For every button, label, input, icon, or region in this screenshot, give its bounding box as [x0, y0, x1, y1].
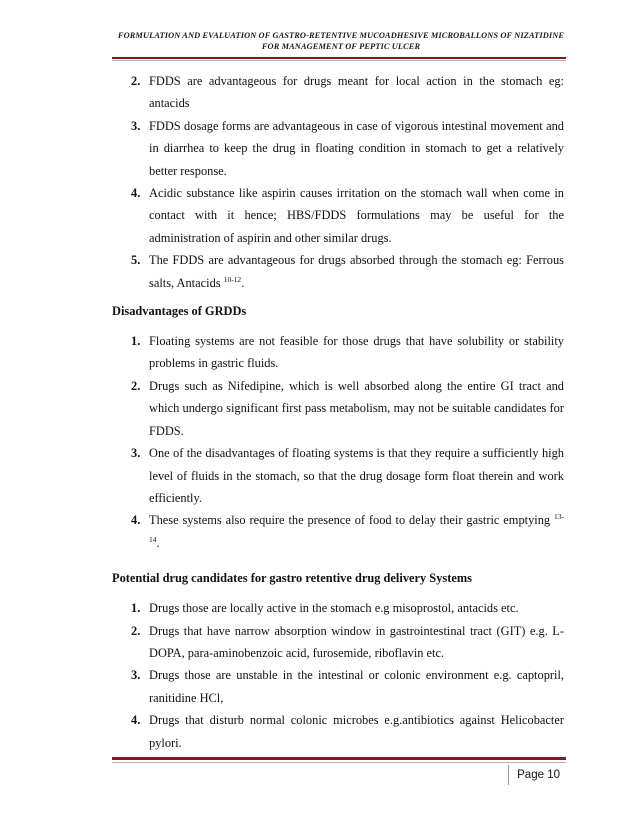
- item-number: 3.: [131, 118, 141, 133]
- page-body: [112, 70, 564, 754]
- disadvantages-list: [112, 330, 564, 554]
- item-number: 4.: [131, 513, 141, 528]
- item-text: FDDS are advantageous for drugs meant for local action in the stomach eg: antacids: [149, 74, 564, 111]
- item-text: Drugs that disturb normal colonic microbes e.g.antibiotics against Helicobacter pylori.: [149, 713, 564, 750]
- candidates-list: [112, 597, 564, 754]
- list-item: [112, 115, 564, 182]
- item-number: 3.: [131, 446, 141, 461]
- header-line-1: FORMULATION AND EVALUATION OF GASTRO-RETENTIVE MUCOADHESIVE MICROBALLONS OF NIZATIDINE: [117, 31, 565, 40]
- list-item: [112, 442, 564, 509]
- citation-superscript: 10-12: [223, 274, 242, 284]
- item-text: FDDS dosage forms are advantageous in case of vigorous intestinal movement and in diarrhea to keep the drug in floating condition in stomach to get a relatively better response.: [149, 118, 564, 178]
- list-item: [112, 70, 564, 115]
- item-number: 1.: [131, 601, 141, 616]
- item-text: Floating systems are not feasible for those drugs that have solubility or stability problems in gastric fluids.: [149, 334, 564, 371]
- item-number: 5.: [131, 253, 141, 268]
- list-item: [112, 330, 564, 375]
- running-header: [84, 30, 598, 52]
- item-number: 4.: [131, 186, 141, 201]
- item-number: 3.: [131, 668, 141, 683]
- list-item: [112, 509, 564, 554]
- list-item: [112, 375, 564, 442]
- item-number: 4.: [131, 713, 141, 728]
- list-item: [112, 620, 564, 665]
- header-line-2: FOR MANAGEMENT OF PEPTIC ULCER: [261, 42, 421, 51]
- item-text: These systems also require the presence of food to delay their gastric emptying: [149, 513, 554, 528]
- item-text: Drugs that have narrow absorption window in gastrointestinal tract (GIT) e.g. L-DOPA, para-aminobenzoic acid, furosemide, riboflavin etc.: [149, 623, 564, 660]
- item-number: 1.: [131, 334, 141, 349]
- citation-superscript: 13-14: [149, 512, 564, 544]
- list-item: [112, 597, 564, 619]
- item-text: Drugs those are unstable in the intestinal or colonic environment e.g. captopril, ranitidine HCl,: [149, 668, 564, 705]
- item-tail: .: [241, 275, 245, 290]
- list-item: [112, 249, 564, 294]
- item-number: 2.: [131, 74, 141, 88]
- list-item: [112, 709, 564, 754]
- item-tail: .: [156, 535, 160, 550]
- item-text: Drugs those are locally active in the stomach e.g misoprostol, antacids etc.: [149, 601, 519, 616]
- item-text: The FDDS are advantageous for drugs absorbed through the stomach eg: Ferrous salts, Antacids: [149, 253, 564, 290]
- advantages-list: [112, 70, 564, 294]
- item-number: 2.: [131, 378, 141, 393]
- list-item: [112, 182, 564, 249]
- section-heading-candidates: Potential drug candidates for gastro retentive drug delivery Systems: [112, 571, 472, 586]
- footer-divider-thin: [112, 762, 566, 763]
- header-divider: [112, 57, 566, 59]
- item-number: 2.: [131, 623, 141, 638]
- section-heading-disadvantages: Disadvantages of GRDDs: [112, 304, 247, 319]
- item-text: Drugs such as Nifedipine, which is well absorbed along the entire GI tract and which undergo significant first pass metabolism, may not be suitable candidates for FDDS.: [149, 378, 564, 438]
- list-item: [112, 664, 564, 709]
- item-text: Acidic substance like aspirin causes irritation on the stomach wall when come in contact with it hence; HBS/FDDS formulations may be useful for the administration of aspirin and other similar drugs.: [149, 186, 564, 245]
- header-divider-thin: [112, 60, 566, 61]
- page-number: Page 10: [508, 765, 566, 785]
- item-text: One of the disadvantages of floating systems is that they require a sufficiently high level of fluids in the stomach, so that the drug dosage form float therein and work efficiently.: [149, 446, 564, 505]
- footer-divider: [112, 757, 566, 760]
